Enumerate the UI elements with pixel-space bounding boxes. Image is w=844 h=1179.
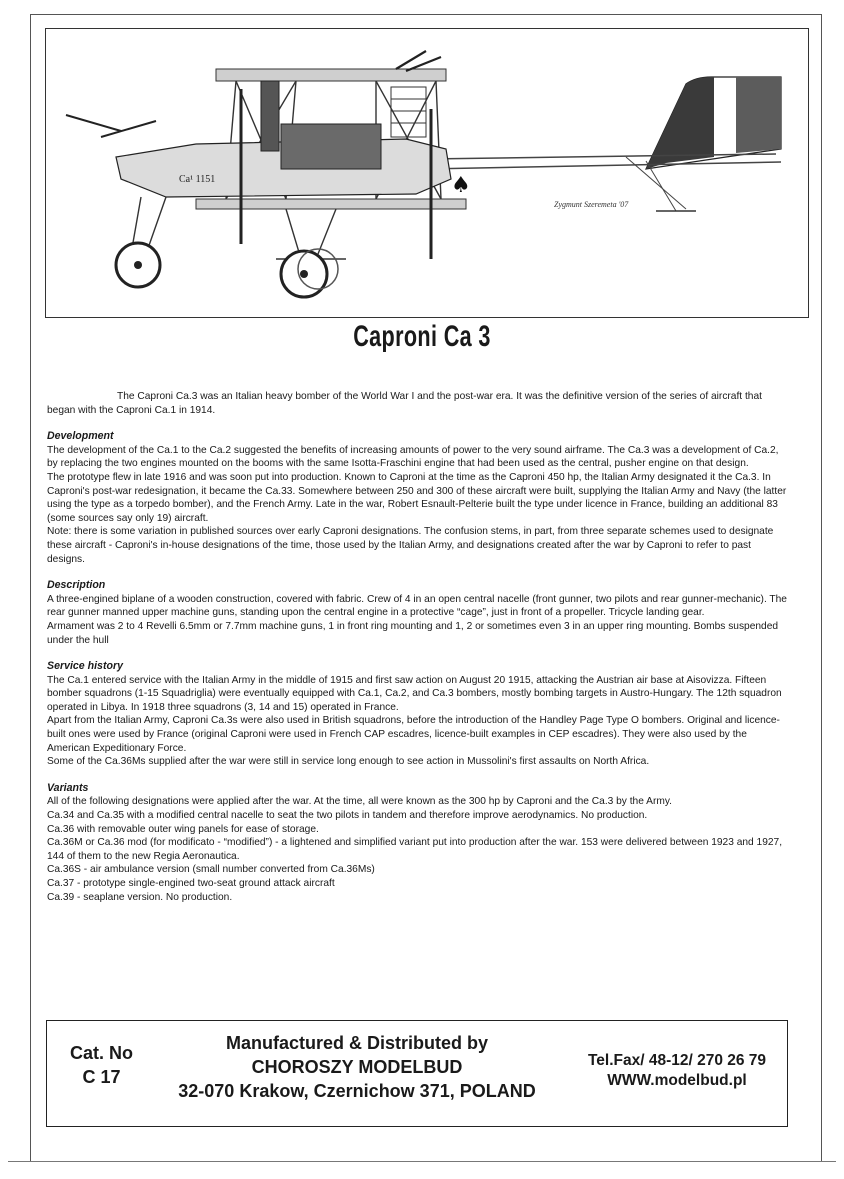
intro-paragraph: The Caproni Ca.3 was an Italian heavy bomber of the World War I and the post-war era. It was the definitive version of the series of aircraft that began with the Caproni Ca.1 in 1914. [47, 391, 762, 416]
development-paragraph: The development of the Ca.1 to the Ca.2 suggested the benefits of increasing amounts of power to the very sound airframe. The Ca.3 was a development of Ca.2, by replacing the two engines mounted on the booms with the same Isotta-Fraschini engine that had been used as the central, pusher engine on that design. [47, 444, 779, 470]
registration-marking: Ca¹ 1151 [179, 174, 216, 185]
main-wheel [281, 251, 327, 297]
cat-label: Cat. No [70, 1043, 133, 1063]
section-heading-service-history: Service history [47, 660, 123, 673]
variants-paragraph: Ca.34 and Ca.35 with a modified central nacelle to seat the two pilots in tandem and therefore improve aerodynamics. No production. [47, 810, 648, 822]
central-engine [281, 124, 381, 169]
variants-paragraph: All of the following designations were applied after the war. At the time, all were known as the 300 hp by Caproni and the Ca.3 by the Army. [47, 796, 673, 808]
service-history-paragraph: Some of the Ca.36Ms supplied after the war were still in service long enough to see action in Mussolini's first assaults on North Africa. [47, 756, 650, 768]
variants-paragraph: Ca.36S - air ambulance version (small number converted from Ca.36Ms) [47, 864, 375, 876]
variants-paragraph: Ca.36 with removable outer wing panels for ease of storage. [47, 823, 319, 835]
phone-fax: Tel.Fax/ 48-12/ 270 26 79 [587, 1052, 767, 1069]
radiator [261, 81, 279, 151]
service-history-paragraph: The Ca.1 entered service with the Italian Army in the middle of 1915 and first saw action on August 20 1915, attacking the Austrian air base at Aisovizza. Fifteen bomber squadrons (1-15 Squadriglia) were eventually equipped with Ca.1, Ca.2, and Ca.3 bombers, mostly bombing targets in Austro-Hungary. The 12th squadron operated in Libya. In 1918 three squadrons (3, 14 and 15) operated in France. [47, 674, 782, 713]
section-heading-description: Description [47, 579, 106, 592]
catalog-number-block [59, 1041, 144, 1089]
upper-wing [216, 69, 446, 81]
cat-number: C 17 [82, 1067, 121, 1087]
variants-paragraph: Ca.39 - seaplane version. No production. [47, 891, 233, 903]
article-body [47, 390, 787, 904]
description-paragraph: A three-engined biplane of a wooden construction, covered with fabric. Crew of 4 in an open central nacelle (front gunner, two pilots and rear gunner-mechanic). The rear gunner manned upper machine guns, standing upon the central engine in a protective “cage”, just in front of a propeller. Tricycle landing gear. [47, 593, 787, 619]
manufacturer-block [157, 1031, 557, 1103]
manufacturer-address: 32-070 Krakow, Czernichow 371, POLAND [178, 1081, 536, 1101]
page-bottom-rule [8, 1161, 836, 1162]
description-paragraph: Armament was 2 to 4 Revelli 6.5mm or 7.7mm machine guns, 1 in front ring mounting and 1, 2 or sometimes even 3 in an upper ring mounting. Bombs suspended under the hull [47, 620, 779, 646]
manufacturer-line-2: CHOROSZY MODELBUD [251, 1057, 463, 1077]
aircraft-drawing [46, 29, 808, 317]
manufacturer-line-1: Manufactured & Distributed by [225, 1033, 489, 1053]
page-title: Caproni Ca 3 [353, 320, 491, 353]
upper-machine-guns [396, 51, 441, 71]
variants-paragraph: Ca.37 - prototype single-engined two-seat ground attack aircraft [47, 878, 335, 889]
footer-box [46, 1020, 788, 1127]
development-paragraph: Note: there is some variation in published sources over early Caproni designations. The confusion stems, in part, from three separate schemes used to designate these aircraft - Caproni's in-house designations of the time, those used by the Italian Army, and designations created after the war by Caproni to refer to past designs. [47, 526, 774, 565]
section-heading-development: Development [47, 430, 114, 443]
contact-block [572, 1051, 782, 1091]
front-wheel [116, 243, 160, 287]
service-history-paragraph: Apart from the Italian Army, Caproni Ca.3s were also used in British squadrons, before the introduction of the Handley Page Type O bombers. Original and licence-built ones were used by France (original Caproni were used in French CAP escadres, licence-built examples in CEP escadres). They were also used by the American Expeditionary Force. [47, 715, 780, 754]
lower-boom [426, 162, 781, 169]
artist-signature: Zygmunt Szeremeta '07 [554, 200, 629, 209]
lower-wing [196, 199, 466, 209]
variants-paragraph: Ca.36M or Ca.36 mod (for modificato - “modified”) - a lightened and simplified variant put into production after the war. 153 were delivered between 1923 and 1927, 144 of them to the new Regia Aeronautica. [47, 837, 783, 862]
website-link[interactable]: WWW.modelbud.pl [607, 1072, 747, 1089]
spade-emblem: ♠ [451, 173, 471, 198]
nose-machine-guns [66, 115, 156, 137]
section-heading-variants: Variants [47, 781, 89, 794]
development-paragraph: The prototype flew in late 1916 and was soon put into production. Known to Caproni at the time as the Caproni 450 hp, the Italian Army designated it the Ca.3. In Caproni's post-war redesignation, it became the Ca.33. Somewhere between 250 and 300 of these aircraft were built, supplying the Italian Army and Navy (the latter using the type as a torpedo bomber), and the French Army. Late in the war, Robert Esnault-Pelterie built the type under licence in France, building an additional 83 (some sources say only 19) aircraft. [47, 471, 787, 524]
aircraft-illustration [45, 28, 809, 318]
